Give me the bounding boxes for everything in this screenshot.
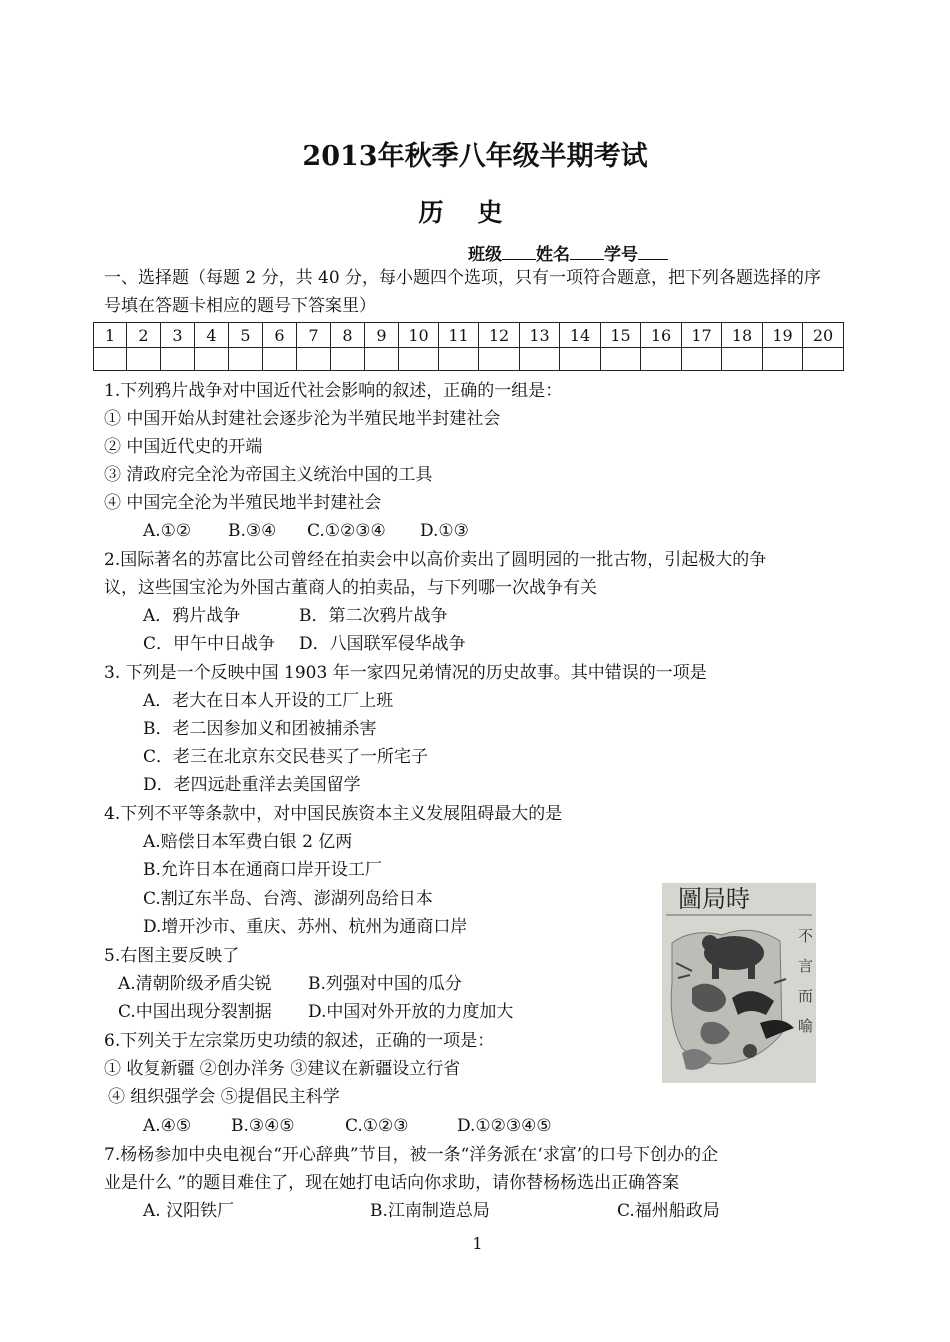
answer-cell[interactable] <box>722 348 763 371</box>
q1-item: ② 中国近代史的开端 <box>104 437 263 457</box>
q6-items-line2: ④ 组织强学会 ⑤提倡民主科学 <box>108 1087 340 1107</box>
q1-option-b: B.③④ <box>228 521 277 541</box>
section-heading-line1: 一、选择题（每题 2 分，共 40 分，每小题四个选项，只有一项符合题意，把下列各题选择的序 <box>104 268 822 288</box>
q4-option-c: C.割辽东半岛、台湾、澎湖列岛给日本 <box>143 889 433 909</box>
answer-cell[interactable] <box>229 348 263 371</box>
q5-stem: 5.右图主要反映了 <box>104 946 240 966</box>
class-blank[interactable] <box>502 243 536 260</box>
question-number-cell: 9 <box>365 323 399 348</box>
q2-stem-line1: 2.国际著名的苏富比公司曾经在拍卖会中以高价卖出了圆明园的一批古物，引起极大的争 <box>104 550 767 570</box>
answer-cell[interactable] <box>365 348 399 371</box>
q3-option-d: D．老四远赴重洋去美国留学 <box>143 775 361 795</box>
answer-cell[interactable] <box>297 348 331 371</box>
question-number-cell: 8 <box>331 323 365 348</box>
page-number: 1 <box>472 1234 483 1253</box>
answer-cell[interactable] <box>195 348 229 371</box>
cartoon-title-glyphs: 圖局時 <box>678 885 750 913</box>
q2-option-d: D．八国联军侵华战争 <box>299 634 466 654</box>
q4-option-b: B.允许日本在通商口岸开设工厂 <box>143 860 382 880</box>
answer-cell[interactable] <box>161 348 195 371</box>
answer-cell[interactable] <box>560 348 601 371</box>
cartoon-drawing <box>662 883 816 1083</box>
q7-stem-line1: 7.杨杨参加中央电视台“开心辞典”节目，被一条“洋务派在‘求富’的口号下创办的企 <box>104 1145 719 1165</box>
q3-option-b: B．老二因参加义和团被捕杀害 <box>143 719 377 739</box>
q4-stem: 4.下列不平等条款中，对中国民族资本主义发展阻碍最大的是 <box>104 804 563 824</box>
question-number-cell: 12 <box>479 323 520 348</box>
answer-cell[interactable] <box>127 348 161 371</box>
answer-cell[interactable] <box>803 348 844 371</box>
section-heading-line2: 号填在答题卡相应的题号下答案里） <box>104 296 376 316</box>
q5-option-b: B.列强对中国的瓜分 <box>308 974 462 994</box>
name-label: 姓名 <box>536 245 570 265</box>
q2-option-b: B．第二次鸦片战争 <box>299 606 448 626</box>
q1-item: ④ 中国完全沦为半殖民地半封建社会 <box>104 493 382 513</box>
answer-cell[interactable] <box>641 348 682 371</box>
q7-option-c: C.福州船政局 <box>617 1201 720 1221</box>
q1-option-a: A.①② <box>143 521 192 541</box>
student-info <box>468 240 668 265</box>
answer-cell[interactable] <box>601 348 641 371</box>
question-number-cell: 6 <box>263 323 297 348</box>
q6-stem: 6.下列关于左宗棠历史功绩的叙述，正确的一项是： <box>104 1031 495 1051</box>
answer-cell[interactable] <box>520 348 560 371</box>
question-number-cell: 14 <box>560 323 601 348</box>
q1-item: ③ 清政府完全沦为帝国主义统治中国的工具 <box>104 465 433 485</box>
q1-stem: 1.下列鸦片战争对中国近代社会影响的叙述，正确的一组是： <box>104 381 563 401</box>
class-label: 班级 <box>468 245 502 265</box>
q2-option-a: A．鸦片战争 <box>143 606 241 626</box>
q2-option-c: C．甲午中日战争 <box>143 634 276 654</box>
answer-cell[interactable] <box>94 348 127 371</box>
question-number-cell: 3 <box>161 323 195 348</box>
question-number-cell: 16 <box>641 323 682 348</box>
question-number-cell: 13 <box>520 323 560 348</box>
q4-option-d: D.增开沙市、重庆、苏州、杭州为通商口岸 <box>143 917 468 937</box>
q4-option-a: A.赔偿日本军费白银 2 亿两 <box>143 832 353 852</box>
q5-option-c: C.中国出现分裂割据 <box>118 1002 272 1022</box>
question-number-cell: 7 <box>297 323 331 348</box>
answer-cell[interactable] <box>479 348 520 371</box>
svg-text:言: 言 <box>798 957 814 975</box>
answer-cell[interactable] <box>763 348 803 371</box>
q2-stem-line2: 议，这些国宝沦为外国古董商人的拍卖品，与下列哪一次战争有关 <box>104 578 597 598</box>
answer-cell[interactable] <box>682 348 722 371</box>
answer-cell[interactable] <box>263 348 297 371</box>
q5-option-a: A.清朝阶级矛盾尖锐 <box>118 974 272 994</box>
answer-cell[interactable] <box>399 348 439 371</box>
q6-option-c: C.①②③ <box>345 1116 409 1136</box>
answer-card-table <box>93 322 844 371</box>
q7-option-a: A. 汉阳铁厂 <box>143 1201 235 1221</box>
q6-option-a: A.④⑤ <box>143 1116 192 1136</box>
id-blank[interactable] <box>638 243 668 260</box>
question-number-row <box>94 323 844 348</box>
question-number-cell: 18 <box>722 323 763 348</box>
q7-stem-line2: 业是什么 ”的题目难住了，现在她打电话向你求助，请你替杨杨选出正确答案 <box>104 1173 680 1193</box>
q5-option-d: D.中国对外开放的力度加大 <box>308 1002 514 1022</box>
question-number-cell: 15 <box>601 323 641 348</box>
question-number-cell: 2 <box>127 323 161 348</box>
q6-option-b: B.③④⑤ <box>231 1116 295 1136</box>
q6-items-line1: ① 收复新疆 ②创办洋务 ③建议在新疆设立行省 <box>104 1059 461 1079</box>
answer-cell[interactable] <box>439 348 479 371</box>
q1-item: ① 中国开始从封建社会逐步沦为半殖民地半封建社会 <box>104 409 501 429</box>
q7-option-b: B.江南制造总局 <box>370 1201 490 1221</box>
exam-title: 2013年秋季八年级半期考试 <box>302 141 648 172</box>
time-situation-cartoon-image <box>662 883 816 1083</box>
q3-option-a: A．老大在日本人开设的工厂上班 <box>143 691 394 711</box>
name-blank[interactable] <box>570 243 604 260</box>
question-number-cell: 10 <box>399 323 439 348</box>
question-number-cell: 1 <box>94 323 127 348</box>
answer-cell[interactable] <box>331 348 365 371</box>
question-number-cell: 11 <box>439 323 479 348</box>
question-number-cell: 4 <box>195 323 229 348</box>
id-label: 学号 <box>604 245 638 265</box>
svg-text:不: 不 <box>798 927 814 945</box>
question-number-cell: 17 <box>682 323 722 348</box>
question-number-cell: 19 <box>763 323 803 348</box>
q3-option-c: C．老三在北京东交民巷买了一所宅子 <box>143 747 429 767</box>
question-number-cell: 20 <box>803 323 844 348</box>
exam-subject: 历史 <box>418 198 537 227</box>
q1-option-d: D.①③ <box>420 521 469 541</box>
q6-option-d: D.①②③④⑤ <box>457 1116 552 1136</box>
svg-text:喻: 喻 <box>798 1017 814 1035</box>
question-number-cell: 5 <box>229 323 263 348</box>
q3-stem: 3. 下列是一个反映中国 1903 年一家四兄弟情况的历史故事。其中错误的一项是 <box>104 663 707 683</box>
svg-text:而: 而 <box>798 987 814 1005</box>
q1-option-c: C.①②③④ <box>307 521 386 541</box>
answer-row <box>94 348 844 371</box>
